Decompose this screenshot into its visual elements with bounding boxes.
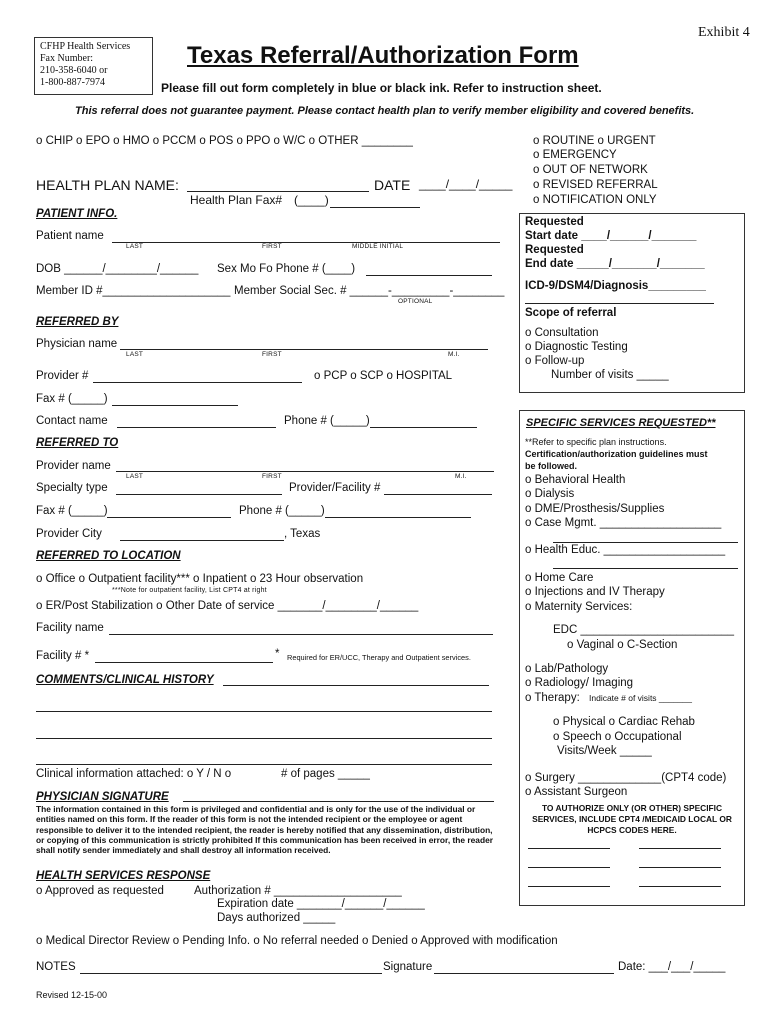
request-dates-scope-box [519,213,745,393]
referred-phone-field[interactable] [325,517,471,518]
therapy-visits-week[interactable]: Visits/Week _____ [557,745,652,757]
facility-required-star: * [275,648,280,660]
end-date-field[interactable]: End date _____/_______/_______ [525,258,705,270]
health-plan-fax-area[interactable]: (____) [294,193,329,207]
notes-label: NOTES [36,961,76,973]
cfhp-line-3: 210-358-6040 or [40,65,108,76]
patient-name-last-caption: LAST [126,243,144,250]
referring-fax-label[interactable]: Fax # (_____) [36,393,108,405]
service-radiology[interactable]: o Radiology/ Imaging [525,677,634,689]
service-injections[interactable]: o Injections and IV Therapy [525,586,665,598]
diagnosis-line[interactable] [525,303,714,304]
days-authorized-field[interactable]: Days authorized _____ [217,912,336,924]
services-note-2: Certification/authorization guidelines must [525,449,708,459]
service-dialysis[interactable]: o Dialysis [525,488,575,500]
comments-heading: COMMENTS/CLINICAL HISTORY [36,674,214,686]
provider-facility-field[interactable] [384,494,492,495]
referred-last-caption: LAST [126,473,144,480]
member-social-field[interactable]: Member Social Sec. # ______-_________-________ [234,285,505,297]
scope-heading: Scope of referral [525,307,617,319]
code-field-4[interactable] [639,867,721,868]
start-date-field[interactable]: Start date ____/______/_______ [525,230,697,242]
plan-type-options[interactable]: o CHIP o EPO o HMO o PCCM o POS o PPO o W/C o OTHER ________ [36,135,413,147]
requested-start-heading: Requested [525,216,584,228]
code-field-5[interactable] [528,886,610,887]
approved-as-requested-option[interactable]: o Approved as requested [36,885,164,897]
request-notification-only[interactable]: o NOTIFICATION ONLY [533,194,657,206]
response-decision-options[interactable]: o Medical Director Review o Pending Info. o No referral needed o Denied o Approved with modification [36,935,558,947]
request-out-of-network[interactable]: o OUT OF NETWORK [533,164,648,176]
date-label: DATE [374,177,411,193]
referring-provider-field[interactable] [93,382,302,383]
physician-last-caption: LAST [126,351,144,358]
referred-mi-caption: M.I. [455,473,467,480]
instruction-line: Please fill out form completely in blue or black ink. Refer to instruction sheet. [161,81,602,95]
expiration-date-field[interactable]: Expiration date _______/______/______ [217,898,425,910]
form-title: Texas Referral/Authorization Form [187,42,579,69]
provider-city-field[interactable] [120,540,284,541]
facility-name-label: Facility name [36,622,104,634]
patient-name-first-caption: FIRST [262,243,282,250]
response-signature-label: Signature [383,961,433,973]
patient-phone-field[interactable] [366,275,492,276]
referring-provider-label: Provider # [36,370,89,382]
cfhp-line-2: Fax Number: [40,53,94,64]
patient-name-middle-caption: MIDDLE INITIAL [352,243,404,250]
referred-provider-name-label: Provider name [36,460,111,472]
clinical-info-attached[interactable]: Clinical information attached: o Y / N o [36,768,232,780]
provider-type-options[interactable]: o PCP o SCP o HOSPITAL [314,370,453,382]
code-field-1[interactable] [528,848,610,849]
cfhp-line-1: CFHP Health Services [40,41,131,52]
health-plan-name-field[interactable] [187,191,369,192]
physician-mi-caption: M.I. [448,351,460,358]
physician-first-caption: FIRST [262,351,282,358]
services-note-3: be followed. [525,461,578,471]
response-date-field[interactable]: Date: ___/___/_____ [618,961,726,973]
patient-info-heading: PATIENT INFO. [36,208,118,220]
facility-name-field[interactable] [109,634,493,635]
service-therapy[interactable]: o Therapy: [525,692,580,704]
request-routine-urgent[interactable]: o ROUTINE o URGENT [533,135,656,147]
code-field-2[interactable] [639,848,721,849]
service-behavioral-health[interactable]: o Behavioral Health [525,474,626,486]
location-options-row2[interactable]: o ER/Post Stabilization o Other Date of service _______/________/______ [36,600,419,612]
contact-phone-field[interactable] [370,427,477,428]
therapy-speech-occupational[interactable]: o Speech o Occupational [553,731,682,743]
facility-number-field[interactable] [95,662,273,663]
specific-services-heading: SPECIFIC SERVICES REQUESTED** [526,417,716,429]
case-mgmt-line[interactable] [553,542,738,543]
scope-consultation[interactable]: o Consultation [525,327,599,339]
code-field-3[interactable] [528,867,610,868]
therapy-physical-cardiac[interactable]: o Physical o Cardiac Rehab [553,716,695,728]
code-field-6[interactable] [639,886,721,887]
requested-end-heading: Requested [525,244,584,256]
referred-first-caption: FIRST [262,473,282,480]
location-options-row1[interactable]: o Office o Outpatient facility*** o Inpatient o 23 Hour observation [36,573,364,585]
provider-city-state: , Texas [284,528,321,540]
patient-name-label: Patient name [36,230,104,242]
health-services-response-heading: HEALTH SERVICES RESPONSE [36,870,211,882]
physician-signature-heading: PHYSICIAN SIGNATURE [36,791,169,803]
social-optional-caption: OPTIONAL [398,298,433,305]
facility-required-note: Required for ER/UCC, Therapy and Outpatient services. [287,653,471,662]
specialty-type-field[interactable] [116,494,282,495]
physician-name-field[interactable] [120,349,488,350]
referred-phone-label[interactable]: Phone # (_____) [239,505,325,517]
response-signature-field[interactable] [434,973,614,974]
scope-diagnostic-testing[interactable]: o Diagnostic Testing [525,341,628,353]
authorize-note-3: HCPCS CODES HERE. [587,825,677,835]
cfhp-contact-box [34,37,153,95]
health-educ-line[interactable] [553,568,738,569]
request-revised-referral[interactable]: o REVISED REFERRAL [533,179,658,191]
contact-name-label: Contact name [36,415,108,427]
referred-by-heading: REFERRED BY [36,316,119,328]
exhibit-label: Exhibit 4 [698,25,750,40]
health-plan-name-label: HEALTH PLAN NAME: [36,177,179,193]
notes-field[interactable] [80,973,382,974]
physician-signature-field[interactable] [183,801,494,802]
referred-to-heading: REFERRED TO [36,437,119,449]
service-surgery[interactable]: o Surgery _____________(CPT4 code) [525,772,727,784]
therapy-visits-note[interactable]: Indicate # of visits _______ [589,693,693,703]
service-maternity[interactable]: o Maternity Services: [525,601,633,613]
edc-field[interactable]: EDC ________________________ [553,624,734,636]
provider-city-label: Provider City [36,528,102,540]
request-emergency[interactable]: o EMERGENCY [533,149,617,161]
authorize-note-2: SERVICES, INCLUDE CPT4 /MEDICAID LOCAL OR [532,814,732,824]
service-lab-pathology[interactable]: o Lab/Pathology [525,663,609,675]
date-field[interactable]: ____/____/_____ [419,177,513,191]
patient-sex-phone[interactable]: Sex Mo Fo Phone # (____) [217,263,356,275]
member-id-field[interactable]: Member ID #____________________ [36,285,231,297]
service-assistant-surgeon[interactable]: o Assistant Surgeon [525,786,628,798]
referred-provider-name-field[interactable] [116,471,494,472]
outpatient-note: ***Note for outpatient facility, List CPT4 at right [112,587,267,594]
authorization-number-field[interactable]: Authorization # ____________________ [194,885,402,897]
number-of-pages[interactable]: # of pages _____ [281,768,370,780]
diagnosis-field[interactable]: ICD-9/DSM4/Diagnosis_________ [525,280,706,292]
comments-line-2[interactable] [36,711,492,712]
health-plan-fax-field[interactable] [330,207,420,208]
scope-follow-up[interactable]: o Follow-up [525,355,585,367]
service-dme[interactable]: o DME/Prosthesis/Supplies [525,503,665,515]
facility-number-label: Facility # * [36,650,90,662]
physician-name-label: Physician name [36,338,118,350]
referred-to-location-heading: REFERRED TO LOCATION [36,550,181,562]
delivery-options[interactable]: o Vaginal o C-Section [567,639,678,651]
revision-date: Revised 12-15-00 [36,990,108,1000]
provider-facility-label: Provider/Facility # [289,482,381,494]
services-note-1: **Refer to specific plan instructions. [525,437,667,447]
referred-fax-label[interactable]: Fax # (_____) [36,505,108,517]
disclaimer-line: This referral does not guarantee payment. Please contact health plan to verify member eligibility and covered benefits. [75,105,695,117]
comments-line-3[interactable] [36,738,492,739]
service-home-care[interactable]: o Home Care [525,572,594,584]
contact-phone-label[interactable]: Phone # (_____) [284,415,370,427]
patient-dob-field[interactable]: DOB ______/________/______ [36,263,199,275]
contact-name-field[interactable] [117,427,276,428]
specific-services-box [519,410,745,906]
number-of-visits[interactable]: Number of visits _____ [551,369,669,381]
comments-line-1[interactable] [223,685,489,686]
specialty-type-label: Specialty type [36,482,108,494]
referring-fax-field[interactable] [112,405,238,406]
confidentiality-notice: The information contained in this form is privileged and confidential and is only for the use of the individual or entities named on this form. If the reader of this form is not the intended recipient or the employee or agent responsible to deliver it to the intended recipient, the reader is hereby notified that any dissemination, distribution, or copying of this communication is strictly prohibited If this communication has been received in error, the reader shall notify sender immediately and shall destroy all information received. [36,804,493,855]
cfhp-line-4: 1-800-887-7974 [40,77,105,88]
health-plan-fax-label: Health Plan Fax# [190,193,283,207]
authorize-note-1: TO AUTHORIZE ONLY (OR OTHER) SPECIFIC [541,803,723,813]
service-case-mgmt[interactable]: o Case Mgmt. ___________________ [525,517,722,529]
service-health-educ[interactable]: o Health Educ. ___________________ [525,544,726,556]
patient-name-field[interactable] [112,242,500,243]
referred-fax-field[interactable] [107,517,231,518]
comments-line-4[interactable] [36,764,492,765]
